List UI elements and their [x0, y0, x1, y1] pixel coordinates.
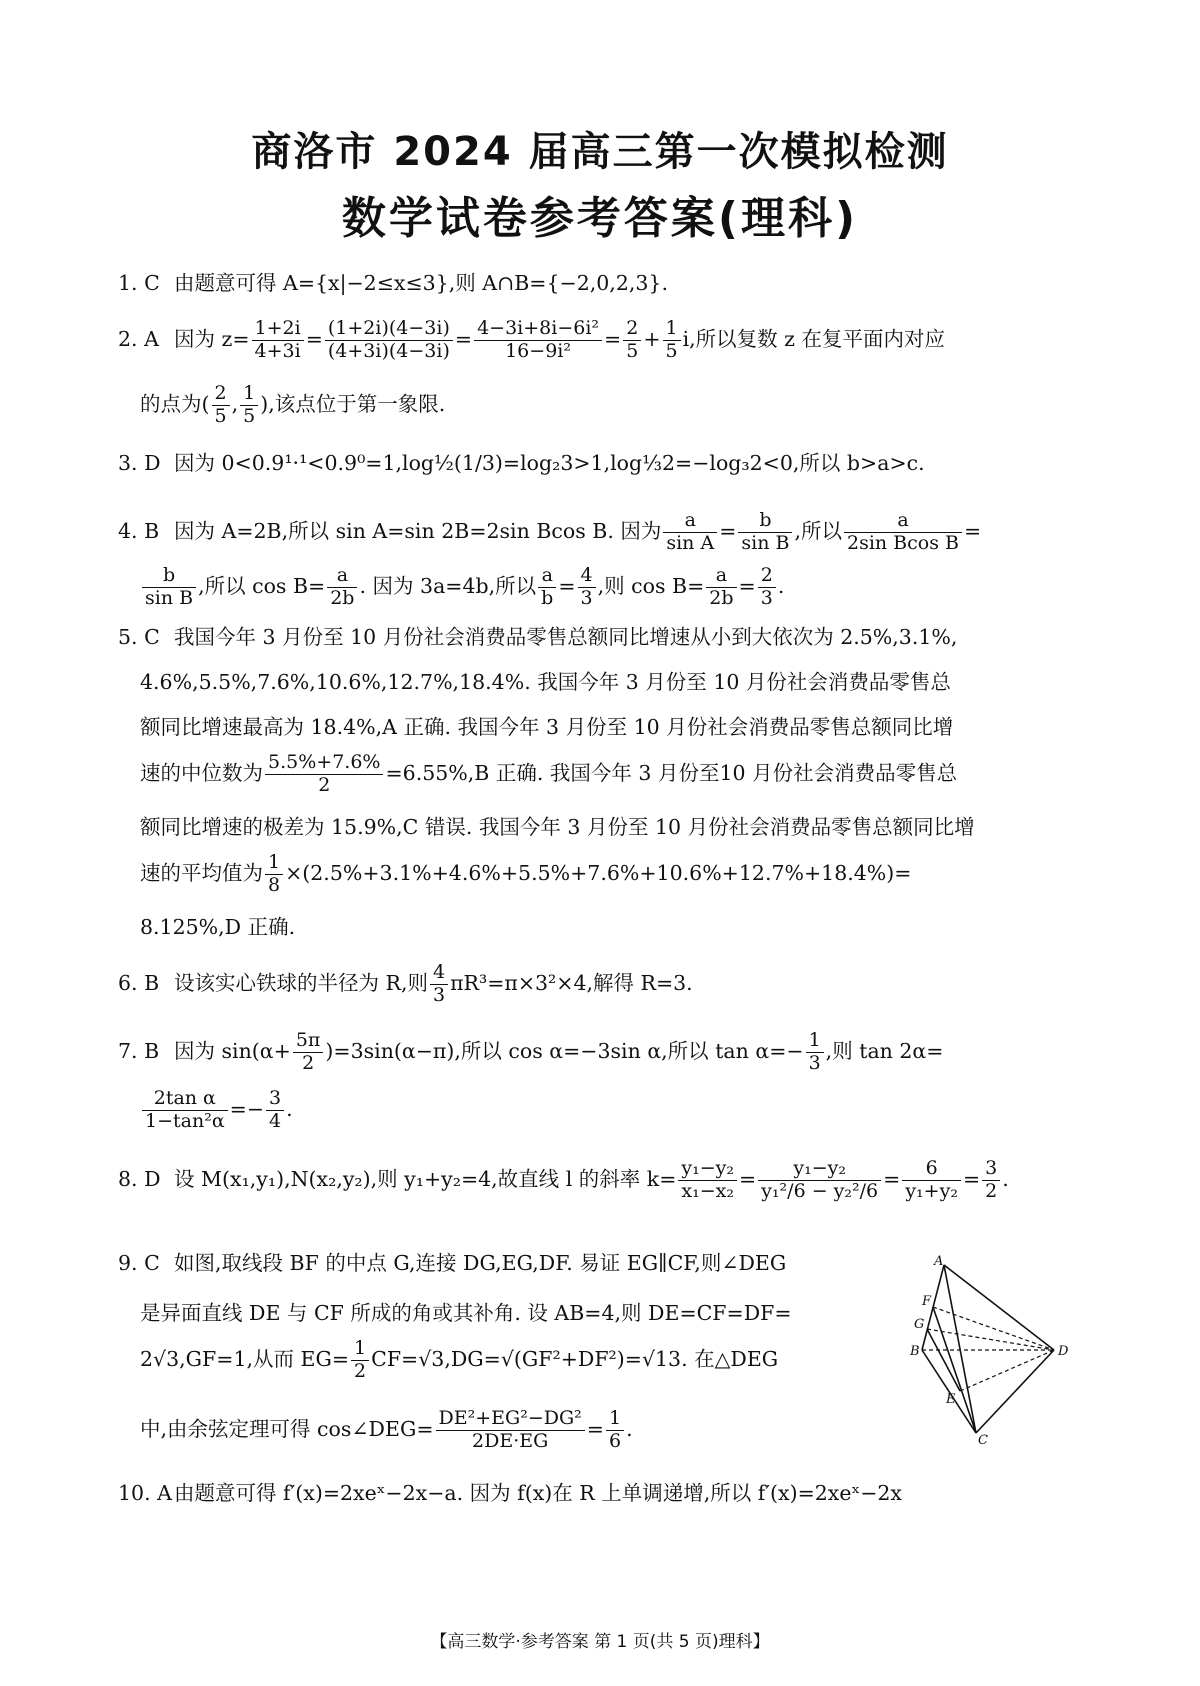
page-subtitle: 数学试卷参考答案(理科) — [341, 193, 859, 244]
fraction: $\frac{3}{2}$ — [982, 1158, 1000, 1203]
answer-text: 8.125%,D 正确. — [140, 915, 296, 939]
fraction: $\frac{1}{6}$ — [606, 1408, 624, 1453]
answer-text: . — [626, 1416, 633, 1441]
answer-text: 设 M(x₁,y₁),N(x₂,y₂),则 y₁+y₂=4,故直线 l 的斜率 k= — [174, 1166, 677, 1191]
answer-9-line-1 — [118, 1248, 786, 1278]
answer-8 — [118, 1158, 1009, 1203]
answer-number: 3. D — [118, 451, 161, 475]
fraction: $\frac{3}{4}$ — [266, 1088, 284, 1133]
fraction: $\frac{4}{3}$ — [430, 962, 448, 1007]
fraction: $\frac{b}{\text{sin B}}$ — [738, 510, 792, 555]
fraction: $\frac{\text{y₁−y₂}}{\text{x₁−x₂}}$ — [678, 1158, 737, 1203]
answer-text: )=3sin(α−π),所以 cos α=−3sin α,所以 tan α=− — [325, 1038, 804, 1063]
answer-2-line-1 — [118, 318, 945, 363]
answer-text: 是异面直线 DE 与 CF 所成的角或其补角. 设 AB=4,则 DE=CF=DF= — [140, 1301, 792, 1325]
fraction: $\frac{\text{4−3i+8i−6i²}}{\text{16−9i²}}$ — [474, 318, 602, 363]
answer-text: = — [739, 1166, 757, 1191]
answer-number: 8. D — [118, 1166, 161, 1191]
page-footer: 【高三数学·参考答案 第 1 页(共 5 页)理科】 — [430, 1632, 770, 1652]
answer-5-line-6 — [140, 852, 911, 897]
answer-1 — [118, 268, 668, 298]
answer-text: = — [604, 326, 622, 351]
answer-text: =− — [229, 1096, 265, 1121]
answer-text: =6.55%,B 正确. 我国今年 3 月份至10 月份社会消费品零售总 — [385, 760, 958, 785]
answer-7-line-1 — [118, 1030, 943, 1075]
fraction: $\frac{1}{2}$ — [351, 1338, 369, 1383]
answer-text: ,所以 cos B= — [198, 573, 326, 598]
answer-5-line-7 — [140, 912, 295, 942]
fraction: $\frac{a}{b}$ — [538, 565, 556, 610]
answer-number: 7. B — [118, 1038, 160, 1063]
answer-text: . — [1002, 1166, 1009, 1191]
fraction: $\frac{b}{\text{sin B}}$ — [142, 565, 196, 610]
answer-text: . — [777, 573, 785, 598]
answer-4-line-1 — [118, 510, 981, 555]
answer-text: i,所以复数 z 在复平面内对应 — [682, 326, 945, 351]
answer-number: 1. C — [118, 271, 160, 295]
fraction: $\frac{1}{8}$ — [265, 852, 283, 897]
label-a: A — [934, 1254, 944, 1269]
answer-text: , — [231, 391, 239, 416]
fraction: $\frac{1}{5}$ — [240, 383, 258, 428]
page-title: 商洛市 2024 届高三第一次模拟检测 — [251, 129, 949, 175]
answer-text: 中,由余弦定理可得 cos∠DEG= — [140, 1416, 434, 1441]
answer-3 — [118, 448, 925, 478]
answer-text: = — [719, 518, 737, 543]
answer-text: 设该实心铁球的半径为 R,则 — [174, 970, 428, 995]
answer-number: 2. A — [118, 326, 159, 351]
answer-text: ,则 cos B= — [597, 573, 705, 598]
answer-text: . 因为 3a=4b,所以 — [359, 573, 537, 598]
label-g: G — [914, 1317, 925, 1332]
fraction: $\frac{2}{3}$ — [758, 565, 776, 610]
answer-text: 由题意可得 f′(x)=2xeˣ−2x−a. 因为 f(x)在 R 上单调递增,所以 f′(x)=2xeˣ−2x — [174, 1481, 902, 1505]
answer-text: CF=√3,DG=√(GF²+DF²)=√13. 在△DEG — [371, 1346, 779, 1371]
answer-4-line-2 — [140, 565, 784, 610]
answer-text: = — [305, 326, 323, 351]
answer-text: 2√3,GF=1,从而 EG= — [140, 1346, 350, 1371]
fraction: $\frac{1}{5}$ — [663, 318, 681, 363]
fraction: $\frac{5\pi}{2}$ — [293, 1030, 324, 1075]
answer-9-line-3 — [140, 1338, 778, 1383]
answer-5-line-5 — [140, 812, 975, 842]
answer-text: + — [643, 326, 661, 351]
fraction: $\frac{(1+2i)(4-3i)}{(4+3i)(4-3i)}$ — [325, 318, 453, 363]
answer-5-line-3 — [140, 712, 953, 742]
answer-2-line-2 — [140, 383, 445, 428]
fraction: $\frac{\text{2tan α}}{\text{1−tan²α}}$ — [142, 1088, 228, 1133]
answer-text: = — [586, 1416, 604, 1441]
fraction: $\frac{2}{5}$ — [623, 318, 641, 363]
fraction: $\frac{a}{2b}$ — [327, 565, 357, 610]
fraction: $\frac{a}{\text{2sin Bcos B}}$ — [844, 510, 962, 555]
answer-text: 的点为( — [140, 391, 210, 416]
answer-text: . — [286, 1096, 293, 1121]
edge-ad — [944, 1265, 1054, 1350]
answer-number: 4. B — [118, 518, 160, 543]
answer-text: ×(2.5%+3.1%+4.6%+5.5%+7.6%+10.6%+12.7%+18.4%)= — [285, 860, 912, 885]
fraction: $\frac{\text{DE²+EG²−DG²}}{2DE\cdot EG}$ — [436, 1408, 585, 1453]
answer-text: 如图,取线段 BF 的中点 G,连接 DG,EG,DF. 易证 EG∥CF,则∠DEG — [174, 1251, 787, 1275]
fraction: $\frac{a}{\text{sin A}}$ — [663, 510, 717, 555]
answer-text: ),该点位于第一象限. — [260, 391, 446, 416]
label-c: C — [978, 1433, 988, 1448]
label-b: B — [910, 1344, 920, 1359]
answer-text: 因为 A=2B,所以 sin A=sin 2B=2sin Bcos B. 因为 — [174, 518, 662, 543]
answer-9-line-2 — [140, 1298, 792, 1328]
answer-text: 因为 0<0.9¹·¹<0.9⁰=1,log½(1/3)=log₂3>1,log⅓2=−log₃2<0,所以 b>a>c. — [174, 451, 925, 475]
fraction: $\frac{a}{2b}$ — [706, 565, 736, 610]
fraction: $\frac{2}{5}$ — [212, 383, 230, 428]
answer-5-line-2 — [140, 667, 951, 697]
answer-5-line-4 — [140, 752, 957, 797]
answer-text: 因为 sin(α+ — [174, 1038, 291, 1063]
fraction: $\frac{4}{3}$ — [578, 565, 596, 610]
answer-text: 额同比增速的极差为 15.9%,C 错误. 我国今年 3 月份至 10 月份社会消费品零售总额同比增 — [140, 815, 975, 839]
fraction: $\frac{1}{3}$ — [806, 1030, 824, 1075]
answer-number: 6. B — [118, 970, 160, 995]
answer-7-line-2 — [140, 1088, 293, 1133]
label-f: F — [922, 1294, 932, 1309]
answer-text: = — [454, 326, 473, 351]
edge-fd — [933, 1307, 1054, 1350]
answer-text: 由题意可得 A={x|−2≤x≤3},则 A∩B={−2,0,2,3}. — [174, 271, 668, 295]
answer-text: 速的中位数为 — [140, 760, 263, 785]
answer-text: ,则 tan 2α= — [825, 1038, 944, 1063]
answer-text: 额同比增速最高为 18.4%,A 正确. 我国今年 3 月份至 10 月份社会消费品零售总额同比增 — [140, 715, 954, 739]
answer-text: 我国今年 3 月份至 10 月份社会消费品零售总额同比增速从小到大依次为 2.5%,3.1%, — [174, 625, 958, 649]
answer-text: 因为 z= — [174, 326, 250, 351]
answer-text: = — [738, 573, 756, 598]
answer-text: = — [963, 518, 982, 543]
answer-text: 速的平均值为 — [140, 860, 263, 885]
fraction: $\frac{1+2i}{4+3i}$ — [252, 318, 304, 363]
answer-10 — [118, 1478, 902, 1508]
answer-6 — [118, 962, 693, 1007]
answer-text: πR³=π×3²×4,解得 R=3. — [450, 970, 693, 995]
answer-number: 9. C — [118, 1251, 160, 1275]
answer-5-line-1 — [118, 622, 957, 652]
edge-dc — [976, 1350, 1054, 1433]
edge-fc — [933, 1307, 976, 1433]
answer-number: 10. A — [118, 1481, 172, 1505]
edge-ed — [960, 1350, 1054, 1391]
answer-text: = — [883, 1166, 901, 1191]
answer-text: 4.6%,5.5%,7.6%,10.6%,12.7%,18.4%. 我国今年 3 月份至 10 月份社会消费品零售总 — [140, 670, 951, 694]
answer-9-line-4 — [140, 1408, 633, 1453]
answer-number: 5. C — [118, 625, 160, 649]
label-e: E — [946, 1392, 956, 1407]
fraction: $\frac{6}{\text{y₁+y₂}}$ — [902, 1158, 961, 1203]
answer-text: ,所以 — [794, 518, 842, 543]
fraction: $\frac{\text{y₁−y₂}}{\text{y₁²/6 − y₂²/6}}$ — [758, 1158, 881, 1203]
label-d: D — [1058, 1344, 1069, 1359]
answer-text: = — [962, 1166, 981, 1191]
answer-text: = — [558, 573, 576, 598]
tetrahedron-figure — [910, 1254, 1072, 1448]
fraction: $\frac{5.5\%+7.6\%}{2}$ — [265, 752, 383, 797]
